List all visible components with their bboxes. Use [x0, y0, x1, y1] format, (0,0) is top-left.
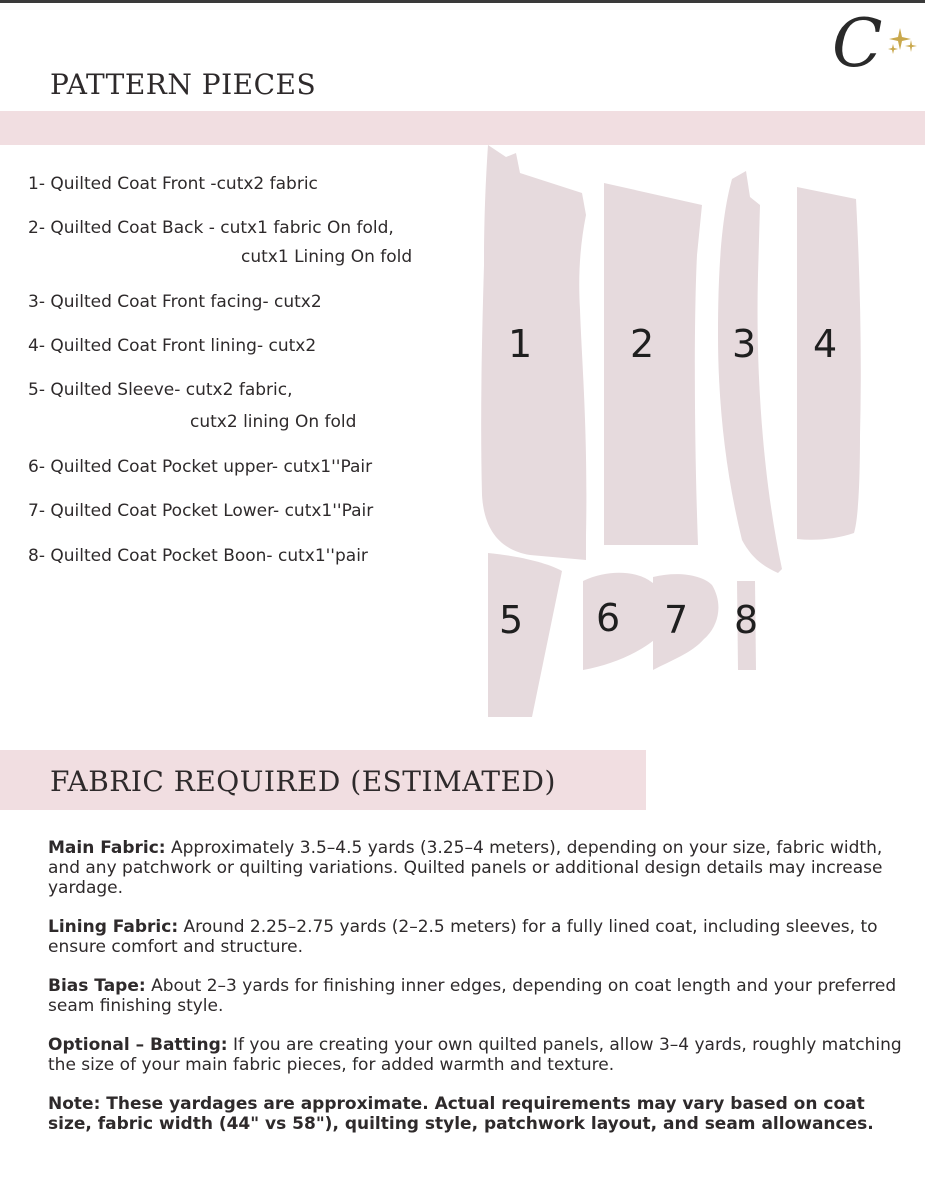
- fabric-text: If you are creating your own quilted panels, allow 3–4 yards, roughly matching the size of your main fabric pieces, for added warmth and texture.: [48, 1035, 902, 1075]
- fabric-text: About 2–3 yards for finishing inner edges, depending on coat length and your preferred seam finishing style.: [48, 976, 897, 1016]
- fabric-label: Main Fabric:: [48, 838, 166, 858]
- piece-label-4: 4: [813, 322, 838, 366]
- brand-logo: [812, 4, 922, 84]
- piece-label-2: 2: [630, 322, 655, 366]
- fabric-label: Lining Fabric:: [48, 917, 179, 937]
- piece-label-1: 1: [508, 322, 533, 366]
- list-item: 4- Quilted Coat Front lining- cutx2: [28, 336, 317, 356]
- fabric-requirements: [48, 838, 908, 1153]
- sparkle-icon: [888, 28, 917, 54]
- pattern-pieces-heading: PATTERN PIECES: [50, 68, 317, 101]
- piece-label-7: 7: [664, 598, 689, 642]
- list-item: 7- Quilted Coat Pocket Lower- cutx1''Pair: [28, 501, 374, 521]
- fabric-label: Bias Tape:: [48, 976, 146, 996]
- list-item: 3- Quilted Coat Front facing- cutx2: [28, 292, 322, 312]
- piece-label-3: 3: [732, 322, 757, 366]
- list-item: 2- Quilted Coat Back - cutx1 fabric On fold,: [28, 218, 394, 238]
- fabric-text: Approximately 3.5–4.5 yards (3.25–4 meters), depending on your size, fabric width, and any patchwork or quilting variations. Quilted panels or additional design details may increase yardage.: [48, 838, 883, 898]
- list-item: 8- Quilted Coat Pocket Boon- cutx1''pair: [28, 546, 368, 566]
- fabric-note: Note: These yardages are approximate. Actual requirements may vary based on coat size, fabric width (44" vs 58"), quilting style, patchwork layout, and seam allowances.: [48, 1094, 874, 1134]
- fabric-label: Optional – Batting:: [48, 1035, 228, 1055]
- logo-monogram: C: [832, 5, 883, 82]
- piece-label-8: 8: [734, 598, 759, 642]
- fabric-required-heading: FABRIC REQUIRED (ESTIMATED): [50, 765, 556, 798]
- fabric-paragraph-main: [48, 838, 908, 898]
- fabric-text: Around 2.25–2.75 yards (2–2.5 meters) for a fully lined coat, including sleeves, to ensure comfort and structure.: [48, 917, 878, 957]
- piece-label-6: 6: [596, 596, 621, 640]
- list-item: 5- Quilted Sleeve- cutx2 fabric,: [28, 380, 293, 400]
- fabric-paragraph-bias-tape: [48, 976, 908, 1016]
- piece-1-shape: [481, 145, 586, 560]
- fabric-paragraph-batting: [48, 1035, 908, 1075]
- list-item-continuation: cutx1 Lining On fold: [241, 247, 413, 267]
- list-item: 6- Quilted Coat Pocket upper- cutx1''Pair: [28, 457, 373, 477]
- fabric-paragraph-note: [48, 1094, 908, 1134]
- list-item-continuation: cutx2 lining On fold: [190, 412, 357, 432]
- fabric-paragraph-lining: [48, 917, 908, 957]
- list-item: 1- Quilted Coat Front -cutx2 fabric: [28, 174, 318, 194]
- piece-3-shape: [718, 171, 782, 573]
- piece-label-5: 5: [499, 598, 524, 642]
- top-rule: [0, 0, 925, 3]
